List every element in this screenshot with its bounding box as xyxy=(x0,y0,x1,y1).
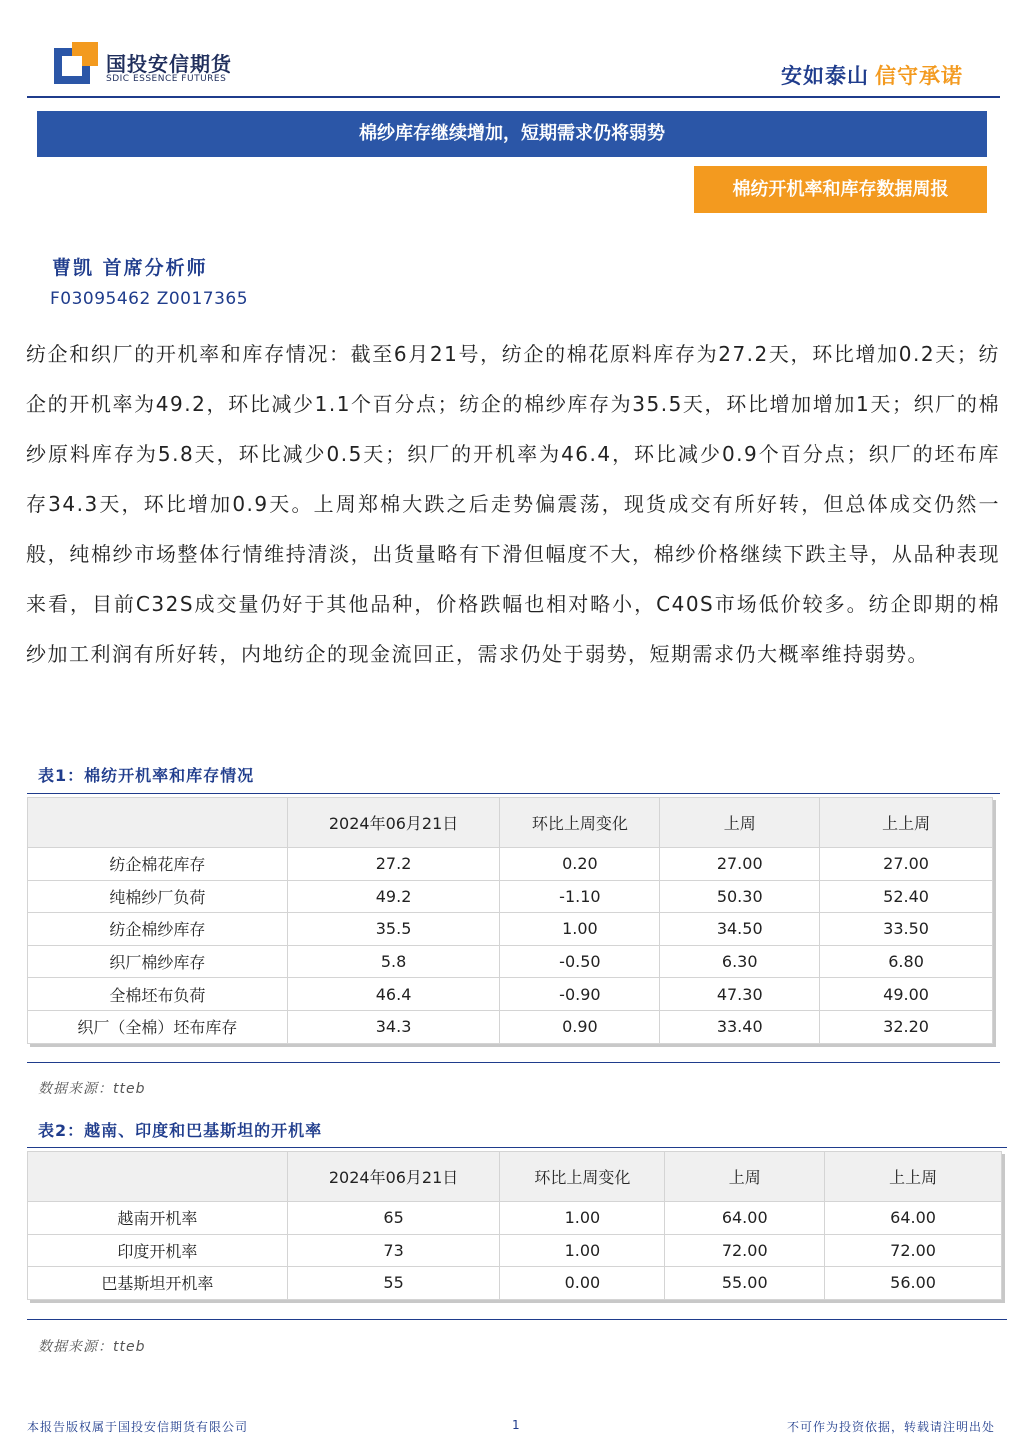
footer-disclaimer: 不可作为投资依据，转载请注明出处 xyxy=(786,1420,995,1434)
table-cell: 33.50 xyxy=(820,913,993,946)
author-name: 曹凯 首席分析师 xyxy=(52,257,208,279)
header-divider xyxy=(27,96,1000,98)
table1-header-cell: 上上周 xyxy=(820,798,993,848)
company-logo xyxy=(54,40,254,90)
table1-header-row xyxy=(28,798,993,848)
table-cell: 0.00 xyxy=(500,1267,665,1300)
table-cell: 巴基斯坦开机率 xyxy=(28,1267,288,1300)
table-cell: 46.4 xyxy=(287,978,500,1011)
table-row xyxy=(28,1202,1002,1235)
table2-bottom-rule xyxy=(27,1319,1007,1320)
author-cert: F03095462 Z0017365 xyxy=(50,289,249,309)
table-cell: 34.3 xyxy=(287,1010,500,1043)
table-cell: 72.00 xyxy=(825,1234,1002,1267)
table-cell: 全棉坯布负荷 xyxy=(28,978,288,1011)
table-cell: -0.90 xyxy=(500,978,660,1011)
table-cell: 6.80 xyxy=(820,945,993,978)
page-number: 1 xyxy=(512,1418,521,1432)
table2 xyxy=(27,1151,1002,1300)
table-cell: 64.00 xyxy=(825,1202,1002,1235)
slogan-part-1: 安如泰山 xyxy=(781,64,869,88)
table2-header-cell: 2024年06月21日 xyxy=(287,1152,500,1202)
logo-mark-icon xyxy=(54,42,98,84)
table-cell: 73 xyxy=(287,1234,500,1267)
table-row xyxy=(28,880,993,913)
logo-text-cn: 国投安信期货 xyxy=(106,52,232,76)
table-cell: 纯棉纱厂负荷 xyxy=(28,880,288,913)
report-subtitle: 棉纺开机率和库存数据周报 xyxy=(694,166,987,213)
table-row xyxy=(28,848,993,881)
table-cell: 1.00 xyxy=(500,1234,665,1267)
table1-header-cell: 上周 xyxy=(660,798,820,848)
table-row xyxy=(28,1234,1002,1267)
logo-text-en: SDIC ESSENCE FUTURES xyxy=(106,74,227,84)
table-cell: 52.40 xyxy=(820,880,993,913)
table2-header-cell: 上周 xyxy=(665,1152,825,1202)
table1-source: 数据来源：tteb xyxy=(38,1081,146,1097)
table2-header-cell: 环比上周变化 xyxy=(500,1152,665,1202)
table2-source: 数据来源：tteb xyxy=(38,1339,146,1355)
table-cell: 织厂（全棉）坯布库存 xyxy=(28,1010,288,1043)
table2-header-cell xyxy=(28,1152,288,1202)
table-cell: 64.00 xyxy=(665,1202,825,1235)
table-cell: 32.20 xyxy=(820,1010,993,1043)
table-cell: 65 xyxy=(287,1202,500,1235)
table-row xyxy=(28,945,993,978)
table1-top-rule xyxy=(27,793,1000,794)
table-cell: 56.00 xyxy=(825,1267,1002,1300)
table-row xyxy=(28,978,993,1011)
table-cell: 纺企棉花库存 xyxy=(28,848,288,881)
table-cell: 47.30 xyxy=(660,978,820,1011)
summary-paragraph: 纺企和织厂的开机率和库存情况：截至6月21号，纺企的棉花原料库存为27.2天，环比增加0.2天；纺企的开机率为49.2，环比减少1.1个百分点；纺企的棉纱库存为35.5天，环比增加增加1天；织厂的棉纱原料库存为5.8天，环比减少0.5天；织厂的开机率为46.4，环比减少0.9个百分点；织厂的坯布库存34.3天，环比增加0.9天。上周郑棉大跌之后走势偏震荡，现货成交有所好转，但总体成交仍然一般，纯棉纱市场整体行情维持清淡，出货量略有下滑但幅度不大，棉纱价格继续下跌主导，从品种表现来看，目前C32S成交量仍好于其他品种，价格跌幅也相对略小，C40S市场低价较多。纺企即期的棉纱加工利润有所好转，内地纺企的现金流回正，需求仍处于弱势，短期需求仍大概率维持弱势。 xyxy=(26,342,1000,666)
report-title: 棉纱库存继续增加，短期需求仍将弱势 xyxy=(37,111,987,157)
table-cell: 0.90 xyxy=(500,1010,660,1043)
table1-bottom-rule xyxy=(27,1062,1000,1063)
table-cell: 35.5 xyxy=(287,913,500,946)
table1 xyxy=(27,797,993,1044)
table-cell: 印度开机率 xyxy=(28,1234,288,1267)
table2-title: 表2：越南、印度和巴基斯坦的开机率 xyxy=(38,1121,323,1140)
table-cell: 49.2 xyxy=(287,880,500,913)
table-cell: 34.50 xyxy=(660,913,820,946)
table2-top-rule xyxy=(27,1147,1007,1148)
table1-title: 表1：棉纺开机率和库存情况 xyxy=(38,766,255,785)
table-cell: 6.30 xyxy=(660,945,820,978)
table-cell: 5.8 xyxy=(287,945,500,978)
slogan xyxy=(781,60,963,90)
table-cell: 27.00 xyxy=(660,848,820,881)
table-cell: 纺企棉纱库存 xyxy=(28,913,288,946)
table-cell: 55 xyxy=(287,1267,500,1300)
table1-header-cell: 2024年06月21日 xyxy=(287,798,500,848)
table-cell: 0.20 xyxy=(500,848,660,881)
table1-header-cell: 环比上周变化 xyxy=(500,798,660,848)
table-cell: -0.50 xyxy=(500,945,660,978)
table1-header-cell xyxy=(28,798,288,848)
table-cell: 27.2 xyxy=(287,848,500,881)
table-cell: 55.00 xyxy=(665,1267,825,1300)
table-cell: 72.00 xyxy=(665,1234,825,1267)
table2-header-row xyxy=(28,1152,1002,1202)
table-cell: 49.00 xyxy=(820,978,993,1011)
table-cell: 越南开机率 xyxy=(28,1202,288,1235)
table-cell: 1.00 xyxy=(500,1202,665,1235)
table2-header-cell: 上上周 xyxy=(825,1152,1002,1202)
table-cell: 织厂棉纱库存 xyxy=(28,945,288,978)
slogan-part-2: 信守承诺 xyxy=(875,64,963,88)
table-row xyxy=(28,1267,1002,1300)
footer-copyright: 本报告版权属于国投安信期货有限公司 xyxy=(27,1420,249,1434)
table-cell: -1.10 xyxy=(500,880,660,913)
table-row xyxy=(28,913,993,946)
table-cell: 50.30 xyxy=(660,880,820,913)
table-cell: 33.40 xyxy=(660,1010,820,1043)
table-cell: 27.00 xyxy=(820,848,993,881)
table-row xyxy=(28,1010,993,1043)
table-cell: 1.00 xyxy=(500,913,660,946)
